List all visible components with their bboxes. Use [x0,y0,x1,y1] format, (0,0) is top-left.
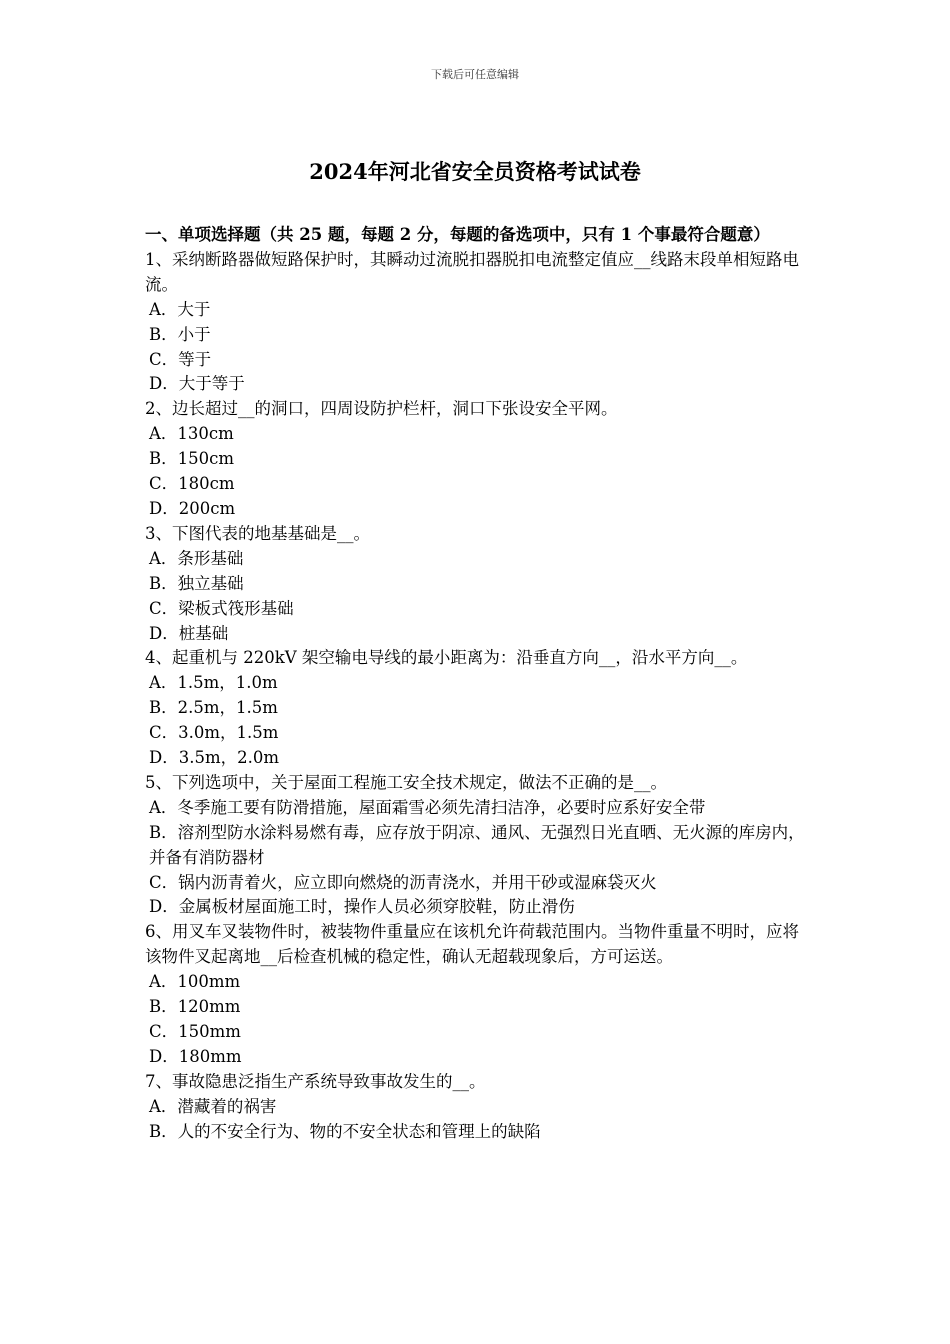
question-stem: 1、采纳断路器做短路保护时，其瞬动过流脱扣器脱扣电流整定值应__线路末段单相短路电流。 [145,249,799,294]
question-2 [145,397,810,522]
option-a: A．100mm [149,972,241,992]
option-d: D．大于等于 [149,374,245,394]
option-c: C．锅内沥青着火，应立即向燃烧的沥青浇水，并用干砂或湿麻袋灭火 [149,872,657,892]
question-stem: 2、边长超过__的洞口，四周设防护栏杆，洞口下张设安全平网。 [145,399,618,419]
question-1 [145,248,810,397]
option-b: B．120mm [149,997,241,1017]
option-c: C．梁板式筏形基础 [149,598,294,618]
option-a: A．大于 [149,299,211,319]
option-a: A．130cm [149,424,234,444]
option-d: D．金属板材屋面施工时，操作人员必须穿胶鞋，防止滑伤 [149,897,575,917]
option-a: A．条形基础 [149,548,244,568]
option-d: D．3.5m，2.0m [149,748,280,768]
option-b: B．溶剂型防水涂料易燃有毒，应存放于阴凉、通风、无强烈日光直晒、无火源的库房内，并备有消防器材 [149,822,805,867]
option-c: C．3.0m，1.5m [149,723,279,743]
question-stem: 5、下列选项中，关于屋面工程施工安全技术规定，做法不正确的是__。 [145,772,667,792]
question-3 [145,522,810,647]
option-c: C．180cm [149,474,235,494]
question-4 [145,646,810,771]
question-stem: 4、起重机与 220kV 架空输电导线的最小距离为：沿垂直方向__，沿水平方向__。 [145,648,748,668]
option-a: A．1.5m，1.0m [149,673,278,693]
option-b: B．独立基础 [149,573,244,593]
option-a: A．冬季施工要有防滑措施，屋面霜雪必须先清扫洁净，必要时应系好安全带 [149,797,706,817]
page-title: 2024年河北省安全员资格考试试卷 [309,159,641,184]
question-stem: 6、用叉车叉装物件时，被装物件重量应在该机允许荷载范围内。当物件重量不明时，应将该物件叉起离地__后检查机械的稳定性，确认无超载现象后，方可运送。 [145,922,799,967]
option-a: A．潜藏着的祸害 [149,1096,277,1116]
question-6 [145,920,810,1069]
option-d: D．180mm [149,1046,242,1066]
section-heading: 一、单项选择题（共 25 题，每题 2 分，每题的备选项中，只有 1 个事最符合题意） [145,225,770,244]
option-b: B．小于 [149,324,211,344]
document-body [145,223,810,1145]
question-7 [145,1070,810,1145]
option-d: D．桩基础 [149,623,229,643]
question-5 [145,771,810,920]
option-b: B．2.5m，1.5m [149,698,278,718]
question-stem: 3、下图代表的地基基础是__。 [145,523,370,543]
question-stem: 7、事故隐患泛指生产系统导致事故发生的__。 [145,1071,486,1091]
option-b: B．人的不安全行为、物的不安全状态和管理上的缺陷 [149,1121,541,1141]
option-d: D．200cm [149,498,236,518]
option-c: C．150mm [149,1022,241,1041]
option-b: B．150cm [149,449,235,469]
option-c: C．等于 [149,349,212,369]
header-note: 下载后可任意编辑 [431,68,519,81]
